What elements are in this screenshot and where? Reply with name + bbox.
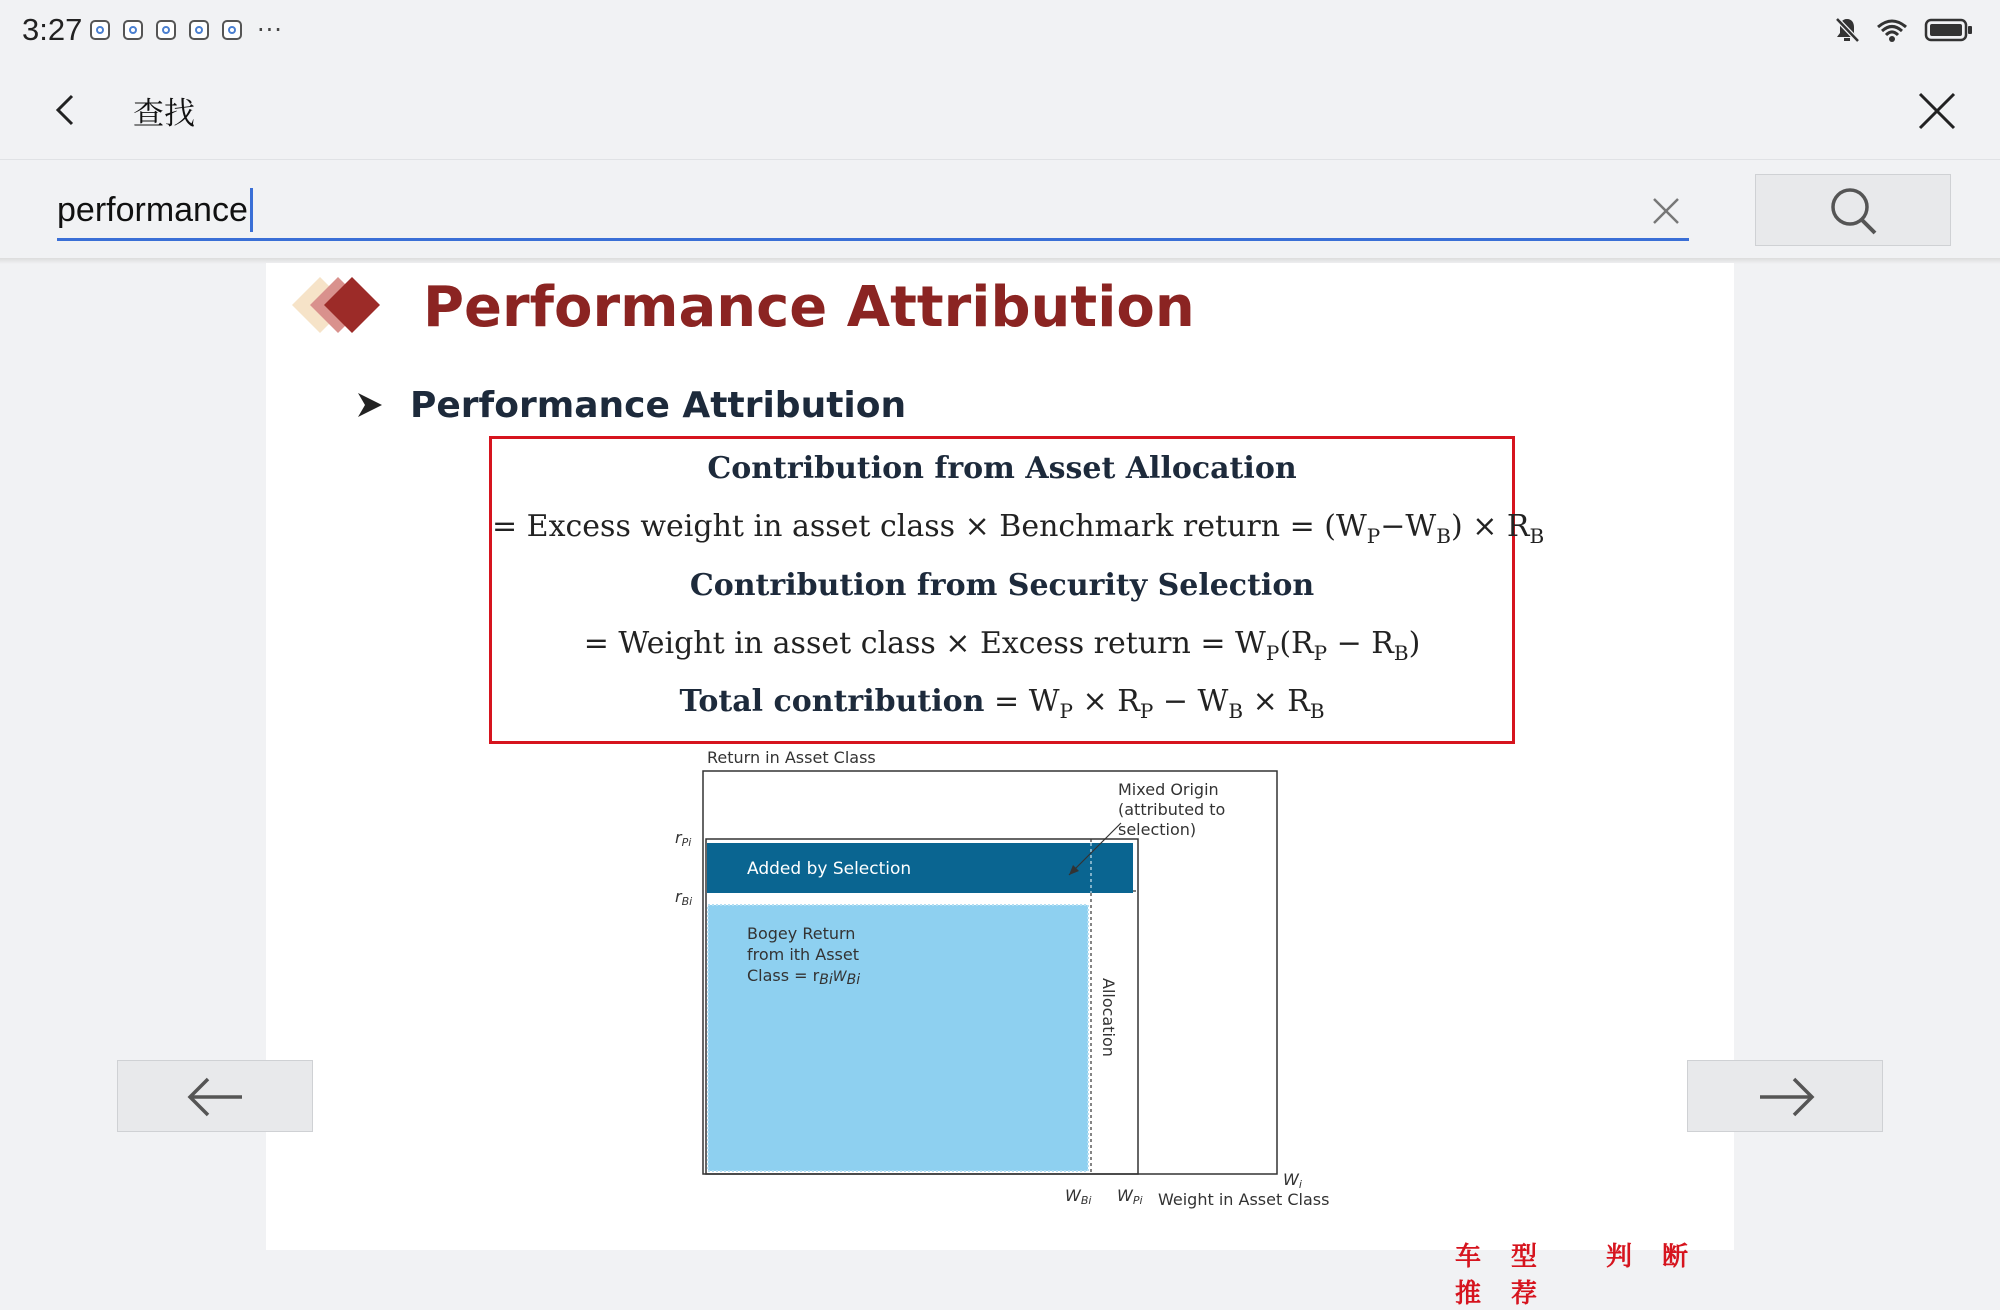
mixed-origin-line1: Mixed Origin — [1118, 780, 1219, 799]
bogey-label-line1: Bogey Return — [747, 924, 856, 943]
w-i-label: $W_i$ — [1283, 1170, 1302, 1191]
mixed-origin-line2: (attributed to — [1118, 800, 1226, 819]
status-bar — [0, 0, 2000, 62]
w-pi-label: $W_{Pi}$ — [1117, 1186, 1143, 1207]
notification-app-icon — [156, 20, 176, 40]
formula-total-contribution: Total contribution = $W_P \times R_P - W_B \times R_B$ — [679, 684, 1325, 723]
notification-icons — [90, 16, 283, 44]
next-result-button[interactable] — [1687, 1060, 1883, 1132]
notification-app-icon — [90, 20, 110, 40]
battery-icon — [1924, 16, 1974, 44]
bottom-peek-text: 车型 判断 推荐 — [1455, 1242, 1719, 1309]
allocation-label: Allocation — [1099, 978, 1118, 1057]
bogey-label-line3: Class = rBiWBi — [747, 966, 861, 988]
system-icons — [1834, 16, 1974, 44]
wifi-icon — [1874, 16, 1910, 44]
r-pi-label: $r_{Pi}$ — [675, 828, 692, 849]
page-title: 查找 — [133, 96, 195, 132]
search-input[interactable] — [57, 186, 1617, 234]
notification-app-icon — [123, 20, 143, 40]
notification-more-icon: ··· — [257, 16, 283, 44]
search-icon — [1756, 175, 1952, 247]
added-by-selection-label: Added by Selection — [747, 859, 912, 879]
arrow-bullet-icon — [356, 391, 384, 419]
formula-asset-allocation-heading: Contribution from Asset Allocation — [707, 451, 1297, 486]
previous-result-button[interactable] — [117, 1060, 313, 1132]
formula-security-selection: = Weight in asset class × Excess return = $W_P(R_P - R_B)$ — [583, 626, 1421, 665]
arrow-left-icon — [118, 1061, 314, 1133]
mute-bell-icon — [1834, 16, 1860, 44]
search-row — [0, 159, 2000, 264]
formula-box — [489, 436, 1545, 744]
clear-icon[interactable] — [1649, 194, 1683, 228]
back-arrow-icon[interactable] — [40, 84, 92, 136]
text-caret — [250, 188, 253, 232]
bogey-label-line2: from ith Asset — [747, 945, 859, 964]
status-time: 3:27 — [22, 12, 83, 47]
diamond-logo-icon — [292, 273, 382, 343]
w-bi-label: $W_{Bi}$ — [1065, 1186, 1092, 1207]
section-heading: Performance Attribution — [410, 385, 907, 426]
attribution-diagram — [671, 741, 1330, 1223]
search-button[interactable] — [1755, 174, 1951, 246]
notification-app-icon — [189, 20, 209, 40]
close-icon[interactable] — [1912, 86, 1962, 136]
find-header — [0, 62, 2000, 158]
document-page — [266, 263, 1734, 1309]
arrow-right-icon — [1688, 1061, 1884, 1133]
formula-security-selection-heading: Contribution from Security Selection — [689, 568, 1315, 603]
search-field[interactable] — [57, 186, 1689, 241]
r-bi-label: $r_{Bi}$ — [675, 887, 693, 908]
x-axis-label: Weight in Asset Class — [1158, 1190, 1330, 1209]
y-axis-label: Return in Asset Class — [707, 748, 876, 767]
formula-asset-allocation: = Excess weight in asset class × Benchmark return = $(W_P-W_B) \times R_B$ — [492, 509, 1545, 548]
slide-title: Performance Attribution — [423, 275, 1195, 340]
notification-app-icon — [222, 20, 242, 40]
mixed-origin-line3: selection) — [1118, 820, 1197, 839]
